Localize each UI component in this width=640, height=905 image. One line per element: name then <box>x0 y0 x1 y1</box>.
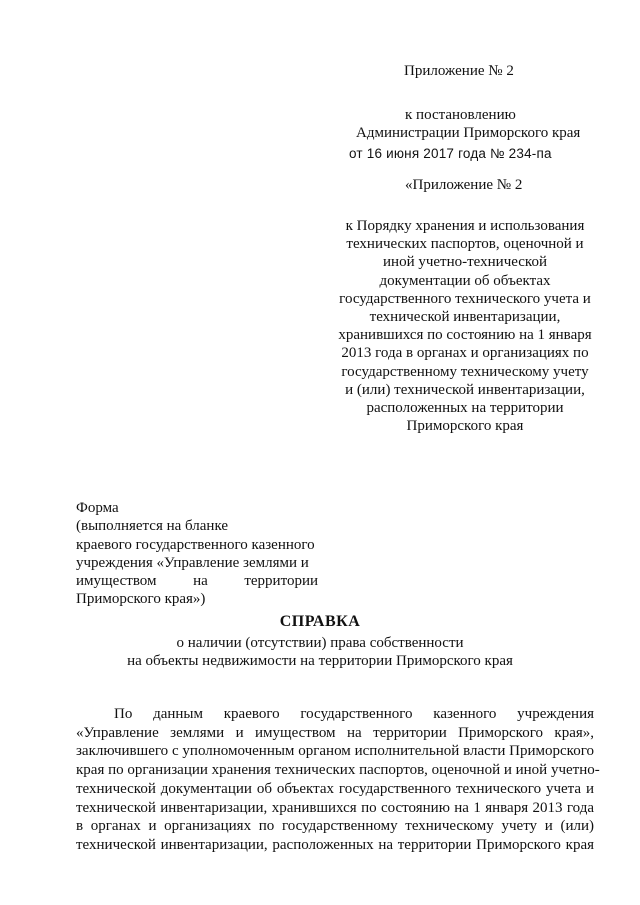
date-stamp: от 16 июня 2017 года № 234-па <box>349 146 552 161</box>
procedure-line: хранившихся по состоянию на 1 января <box>338 327 592 344</box>
procedure-line: расположенных на территории <box>366 400 564 417</box>
body-line: «Управление землями и имуществом на территории Приморского края», <box>76 724 594 741</box>
body-line: По данным краевого государственного казенного учреждения <box>114 706 594 722</box>
form-note-block <box>76 499 318 609</box>
procedure-line: государственному техническому учету <box>341 363 589 380</box>
administration-name: Администрации Приморского края <box>356 125 581 141</box>
procedure-line: технических паспортов, оценочной и <box>346 236 584 253</box>
procedure-reference-block <box>326 217 604 435</box>
resolution-reference: к постановлению <box>405 107 516 123</box>
document-subtitle-line: на объекты недвижимости на территории Приморского края <box>127 653 513 669</box>
body-line: технической инвентаризации, хранившихся по состоянию на 1 января 2013 года <box>76 799 594 816</box>
quoted-appendix-label: «Приложение № 2 <box>405 177 523 193</box>
body-line: технической инвентаризации, расположенных на территории Приморского края <box>76 836 594 853</box>
procedure-line: к Порядку хранения и использования <box>345 218 585 234</box>
procedure-line: иной учетно-технической <box>383 254 547 271</box>
form-line: учреждения «Управление землями и <box>76 554 309 571</box>
document-title: СПРАВКА <box>279 613 361 630</box>
body-line: в органах и организациях по государственному техническому учету и (или) <box>76 818 594 835</box>
form-line: Форма <box>76 500 119 516</box>
procedure-line: технической инвентаризации, <box>369 309 561 326</box>
procedure-line: и (или) технической инвентаризации, <box>345 381 585 398</box>
form-line: (выполняется на бланке <box>76 518 229 535</box>
body-paragraph <box>76 705 600 855</box>
procedure-line: Приморского края <box>406 418 524 435</box>
document-subtitle-line: о наличии (отсутствии) права собственности <box>176 635 464 651</box>
body-line: заключившего с уполномоченным органом исполнительной власти Приморского <box>76 743 594 760</box>
body-line: технической документации об объектах государственного технического учета и <box>76 780 594 797</box>
procedure-line: государственного технического учета и <box>339 290 591 307</box>
appendix-label: Приложение № 2 <box>404 63 514 79</box>
body-line: края по организации хранения технических паспортов, оценочной и иной учетно- <box>76 762 600 779</box>
procedure-line: документации об объектах <box>379 272 551 289</box>
procedure-line: 2013 года в органах и организациях по <box>341 345 589 362</box>
form-line: имуществом на территории <box>76 573 318 590</box>
form-line: краевого государственного казенного <box>76 536 315 553</box>
form-line: Приморского края») <box>76 591 206 608</box>
